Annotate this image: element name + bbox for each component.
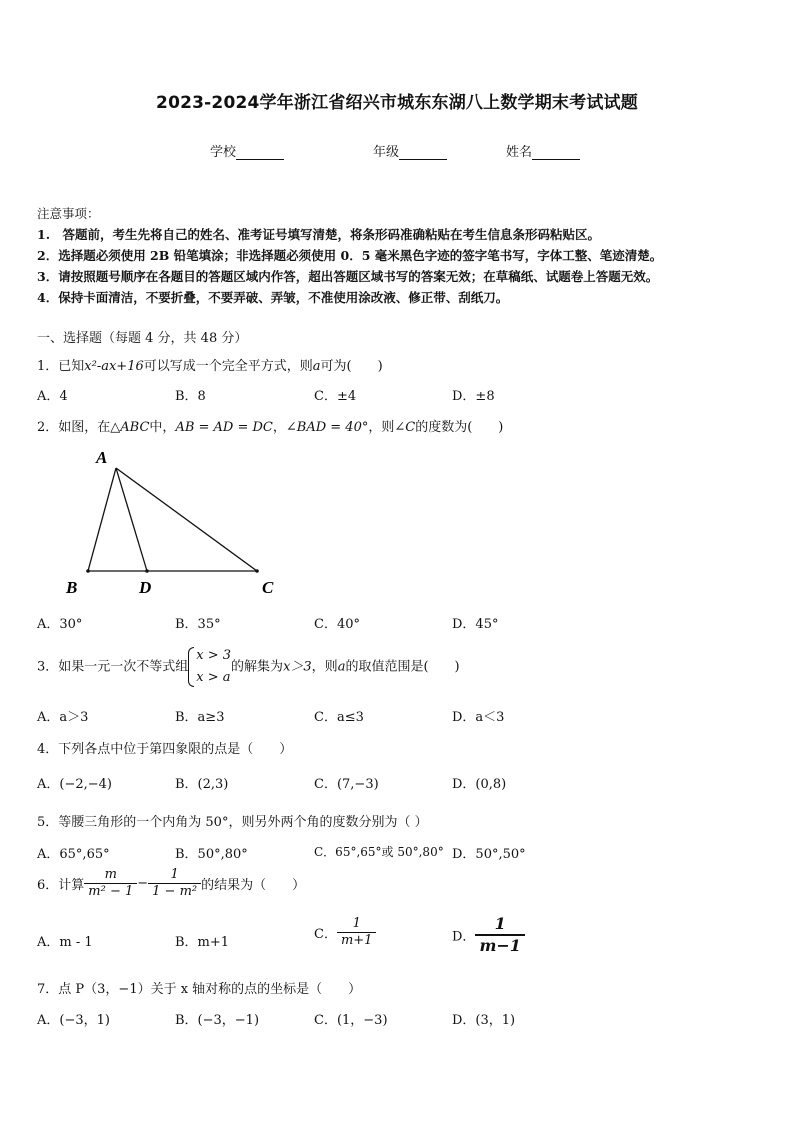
q6-suffix: 的结果为（ ）: [201, 878, 306, 893]
segment-ab: [88, 468, 116, 571]
q2-middle-1: 中，: [149, 420, 176, 435]
point-d: [145, 569, 149, 573]
q2-option-c: C．40°: [314, 617, 360, 632]
q6-prefix: 6．计算: [37, 878, 85, 893]
q1-suffix: 可为( ): [320, 359, 383, 374]
question-2: [37, 416, 503, 435]
label-d: D: [139, 578, 152, 597]
q3-condition: x＞3: [283, 659, 312, 675]
q4-option-d: D．(0,8): [452, 777, 507, 792]
q1-prefix: 1．已知: [37, 359, 85, 374]
q7-option-a: A．(−3，1): [37, 1013, 110, 1028]
q6-option-c-fraction: [337, 916, 377, 949]
q6-minus: −: [137, 876, 149, 891]
school-field: [210, 141, 284, 160]
label-b: B: [66, 578, 78, 597]
q6-option-d-fraction: [475, 914, 524, 956]
point-c: [255, 569, 259, 573]
q2-comma: ，: [272, 420, 286, 435]
q6-d-numerator: 1: [475, 914, 524, 936]
q3-option-a: A．a＞3: [37, 710, 89, 725]
q3-inequality-system: [188, 645, 231, 689]
q2-equation-2: ∠BAD = 40°: [285, 420, 369, 435]
q3-middle: 的解集为: [231, 659, 284, 675]
q2-option-a: A．30°: [37, 617, 83, 632]
q2-triangle: △ABC: [110, 420, 150, 435]
q6-option-c: [314, 916, 376, 949]
q6-d-denominator: m−1: [479, 936, 521, 955]
q4-option-b: B．(2,3): [175, 777, 229, 792]
q3-prefix: 3．如果一元一次不等式组: [37, 659, 189, 675]
q2-angle: ∠C: [394, 420, 416, 435]
q2-suffix: 的度数为( ): [415, 420, 504, 435]
q5-option-b: B．50°,80°: [175, 847, 248, 862]
label-c: C: [262, 578, 274, 597]
q3-option-c: C．a≤3: [314, 710, 364, 725]
grade-label: 年级: [373, 145, 400, 160]
q5-option-a: A．65°,65°: [37, 847, 110, 862]
q7-option-c: C．(1，−3): [314, 1013, 388, 1028]
q1-option-b: B．8: [175, 389, 206, 404]
q3-middle-2: ，则: [311, 659, 338, 675]
q2-prefix: 2．如图，在: [37, 420, 111, 435]
q6-option-a: A．m - 1: [37, 935, 93, 950]
segment-ad: [116, 468, 147, 571]
q7-option-d: D．(3，1): [452, 1013, 516, 1028]
grade-blank: [399, 146, 447, 160]
note-item: 2．选择题必须使用 2B 铅笔填涂；非选择题必须使用 0．5 毫米黑色字迹的签字笔书写，字体工整、笔迹清楚。: [37, 248, 663, 263]
q6-option-d: [452, 914, 525, 956]
question-1: [37, 355, 383, 374]
name-blank: [532, 146, 580, 160]
q6-f2-denominator: 1 − m²: [152, 884, 198, 899]
q6-f2-numerator: 1: [148, 867, 201, 884]
grade-field: [373, 141, 447, 160]
name-label: 姓名: [506, 145, 533, 160]
question-4: 4．下列各点中位于第四象限的点是（ ）: [37, 742, 293, 757]
note-item: 4．保持卡面清洁，不要折叠，不要弄破、弄皱，不准使用涂改液、修正带、刮纸刀。: [37, 290, 509, 305]
q3-line-2: x > a: [196, 670, 231, 685]
q1-option-a: A．4: [37, 389, 68, 404]
q3-line-1: x > 3: [196, 648, 232, 663]
q3-variable: a: [337, 659, 346, 675]
label-a: A: [96, 448, 108, 467]
q3-option-d: D．a＜3: [452, 710, 505, 725]
note-item: 3．请按照题号顺序在各题目的答题区域内作答，超出答题区域书写的答案无效；在草稿纸、试题卷上答题无效。: [37, 269, 659, 284]
notes-heading: 注意事项：: [37, 206, 100, 221]
q4-option-c: C．(7,−3): [314, 777, 379, 792]
q6-fraction-1: [84, 867, 137, 900]
q1-middle: 可以写成一个完全平方式，则: [143, 359, 313, 374]
q6-f1-denominator: m² − 1: [88, 884, 134, 899]
q5-option-d: D．50°,50°: [452, 847, 526, 862]
q2-option-d: D．45°: [452, 617, 499, 632]
point-b: [86, 569, 90, 573]
name-field: [506, 141, 580, 160]
q6-option-d-label: D．: [452, 929, 476, 945]
q1-option-d: D．±8: [452, 389, 495, 404]
note-item: 1. 答题前，考生先将自己的姓名、准考证号填写清楚，将条形码准确粘贴在考生信息条形码粘贴区。: [37, 227, 601, 242]
q1-variable: a: [312, 359, 321, 374]
school-blank: [236, 146, 284, 160]
q2-middle-2: ，则: [368, 420, 395, 435]
question-6: [37, 867, 305, 900]
q7-option-b: B．(−3，−1): [175, 1013, 260, 1028]
question-7: 7．点 P（3，−1）关于 x 轴对称的点的坐标是（ ）: [37, 982, 362, 997]
q1-expression: x²-ax+16: [84, 359, 144, 374]
section-heading: 一、选择题（每题 4 分，共 48 分）: [37, 331, 248, 346]
q4-option-a: A．(−2,−4): [37, 777, 112, 792]
school-label: 学校: [210, 145, 237, 160]
q6-option-c-label: C．: [314, 927, 337, 942]
exam-title: 2023-2024学年浙江省绍兴市城东东湖八上数学期末考试试题: [156, 93, 638, 113]
q2-equation-1: AB = AD = DC: [175, 420, 273, 435]
segment-ac: [116, 468, 257, 571]
q5-option-c: C．65°,65°或 50°,80°: [314, 845, 444, 859]
triangle-figure: [60, 445, 290, 600]
q6-option-b: B．m+1: [175, 935, 230, 950]
q6-c-denominator: m+1: [340, 933, 373, 948]
question-5: 5．等腰三角形的一个内角为 50°，则另外两个角的度数分别为（ ）: [37, 815, 428, 830]
q6-f1-numerator: m: [84, 867, 137, 884]
q3-suffix: 的取值范围是( ): [345, 659, 460, 675]
q6-fraction-2: [148, 867, 201, 900]
question-3: [37, 645, 460, 689]
q3-option-b: B．a≥3: [175, 710, 225, 725]
q1-option-c: C．±4: [314, 389, 357, 404]
q2-option-b: B．35°: [175, 617, 221, 632]
q6-c-numerator: 1: [337, 916, 377, 933]
